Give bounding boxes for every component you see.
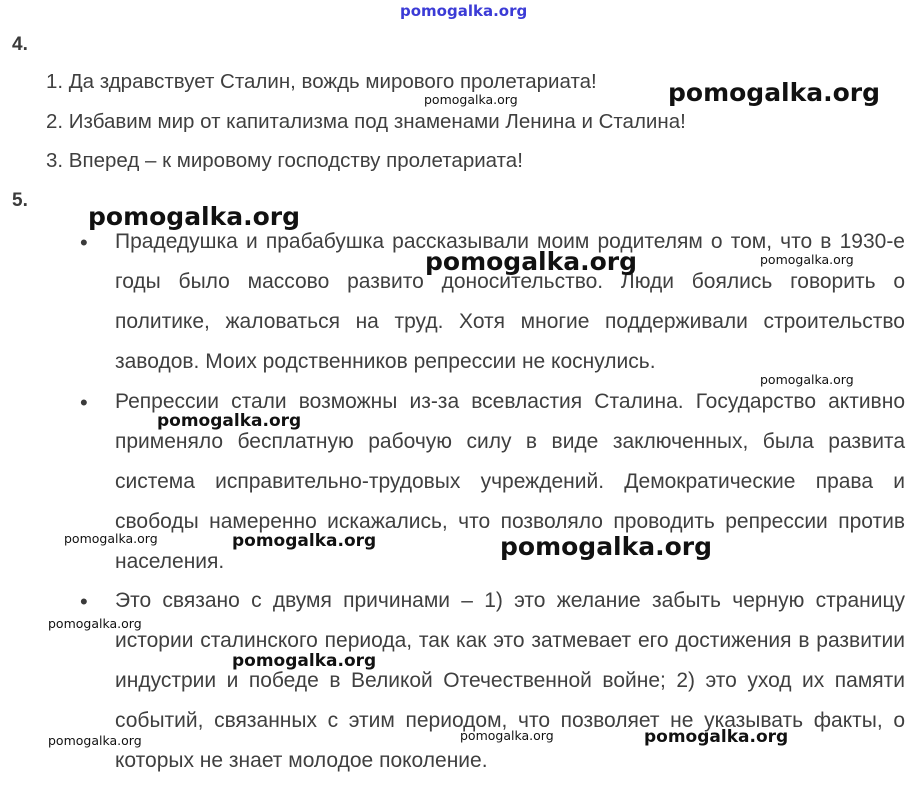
bullet-marker: • — [80, 230, 88, 255]
watermark: pomogalka.org — [460, 728, 554, 743]
watermark: pomogalka.org — [668, 78, 881, 107]
watermark: pomogalka.org — [760, 372, 854, 387]
list-item: 2. Избавим мир от капитализма под знаменами Ленина и Сталина! — [46, 110, 686, 133]
watermark: pomogalka.org — [232, 531, 377, 551]
watermark: pomogalka.org — [644, 727, 789, 747]
paragraph: Репрессии стали возможны из-за всевластия Сталина. Государство активно применяло бесплатную рабочую силу в виде заключенных, была развита система исправительно-трудовых учреждений. Демократические права и свободы намеренно искажались, что позволяло проводить репрессии против населения. — [115, 390, 905, 573]
list-item: 3. Вперед – к мировому господству пролетариата! — [46, 149, 523, 172]
section-number-4: 4. — [12, 34, 28, 55]
watermark: pomogalka.org — [424, 92, 518, 107]
paragraph: Это связано с двумя причинами – 1) это желание забыть черную страницу истории сталинского периода, так как это затмевает его достижения в развитии индустрии и победе в Великой Отечественной войне; 2) это уход их памяти событий, связанных с этим периодом, что позволяет не указывать факты, о которых не знает молодое поколение. — [115, 589, 905, 772]
section-number-5: 5. — [12, 190, 28, 211]
watermark: pomogalka.org — [48, 733, 142, 748]
watermark-top: pomogalka.org — [400, 2, 528, 20]
watermark: pomogalka.org — [760, 252, 854, 267]
paragraph: Прадедушка и прабабушка рассказывали моим родителям о том, что в 1930-е годы было массово развито доносительство. Люди боялись говорить о политике, жаловаться на труд. Хотя многие поддерживали строительство заводов. Моих родственников репрессии не коснулись. — [115, 230, 905, 373]
watermark: pomogalka.org — [48, 616, 142, 631]
watermark: pomogalka.org — [157, 411, 302, 431]
watermark: pomogalka.org — [425, 247, 638, 276]
watermark: pomogalka.org — [500, 532, 713, 561]
bullet-marker: • — [80, 589, 88, 614]
bullet-marker: • — [80, 390, 88, 415]
list-item: 1. Да здравствует Сталин, вождь мирового пролетариата! — [46, 70, 597, 93]
watermark: pomogalka.org — [64, 531, 158, 546]
watermark: pomogalka.org — [232, 651, 377, 671]
watermark: pomogalka.org — [88, 202, 301, 231]
